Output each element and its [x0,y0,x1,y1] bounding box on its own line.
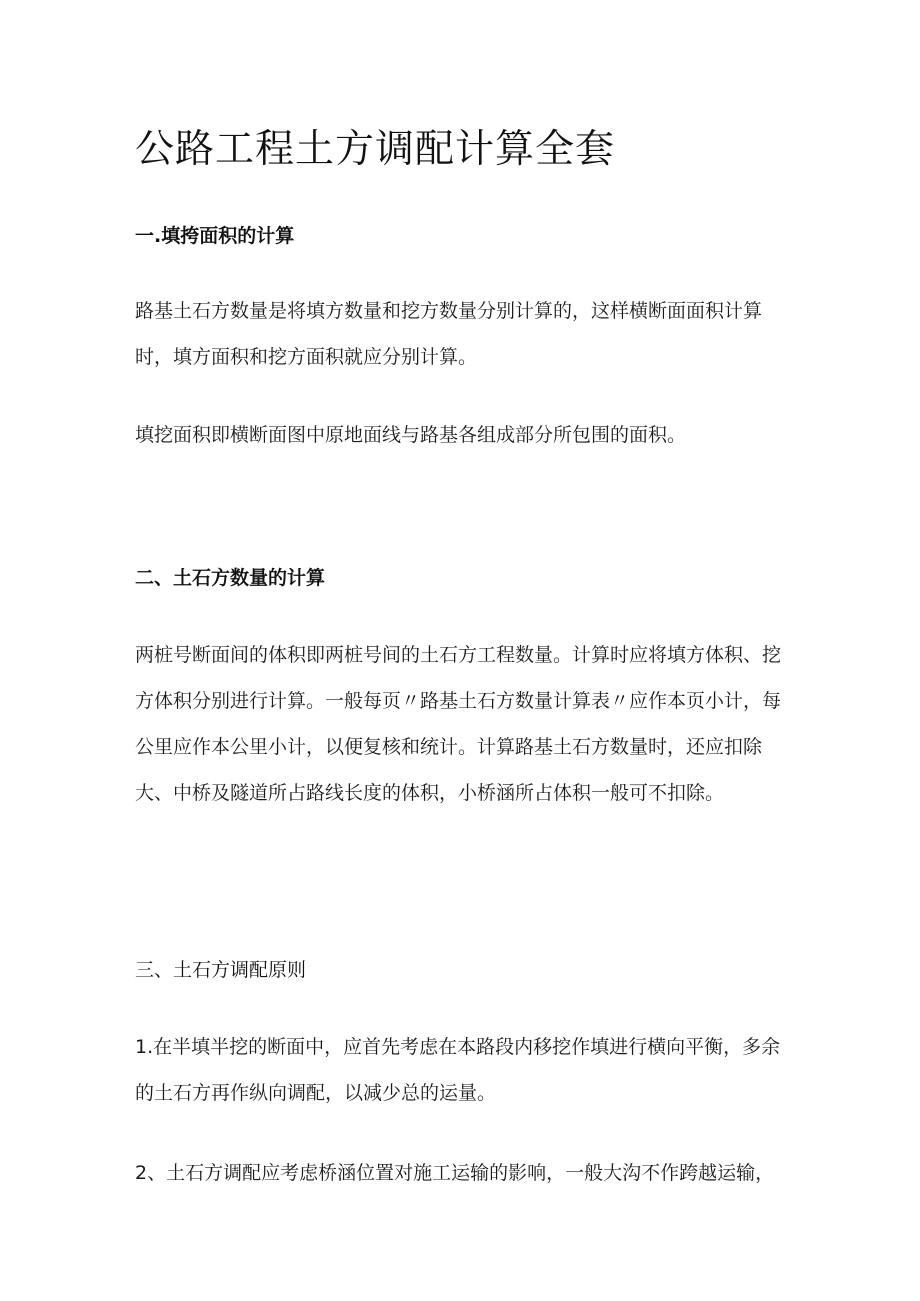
section-2-paragraph-1: 两桩号断面间的体积即两桩号间的土石方工程数量。计算时应将填方体积、挖方体积分别进行计算。一般每页〃路基土石方数量计算表〃应作本页小计，每公里应作本公里小计，以便复核和统计。计算路基土石方数量时，还应扣除大、中桥及隧道所占路线长度的体积，小桥涵所占体积一般可不扣除。 [135,644,782,804]
document-title: 公路工程土方调配计算全套 [135,127,616,172]
section-3-paragraph-2: 2、土石方调配应考虑桥涵位置对施工运输的影响，一般大沟不作跨越运输， [135,1162,775,1184]
section-heading-allocation-principles: 三、土石方调配原则 [135,959,307,981]
section-heading-earthwork-quantity: 二、土石方数量的计算 [135,567,326,589]
section-heading-fill-cut-area: 一.填挎面积的计算 [135,225,295,247]
section-3-paragraph-1: 1.在半填半挖的断面中，应首先考虑在本路段内移挖作填进行横向平衡，多余的土石方再作纵向调配，以减少总的运量。 [135,1036,781,1104]
section-1-paragraph-2: 填挖面积即横断面图中原地面线与路基各组成部分所包围的面积。 [135,424,687,446]
section-1-paragraph-1: 路基土石方数量是将填方数量和挖方数量分别计算的，这样横断面面积计算时，填方面积和挖方面积就应分别计算。 [135,300,763,368]
